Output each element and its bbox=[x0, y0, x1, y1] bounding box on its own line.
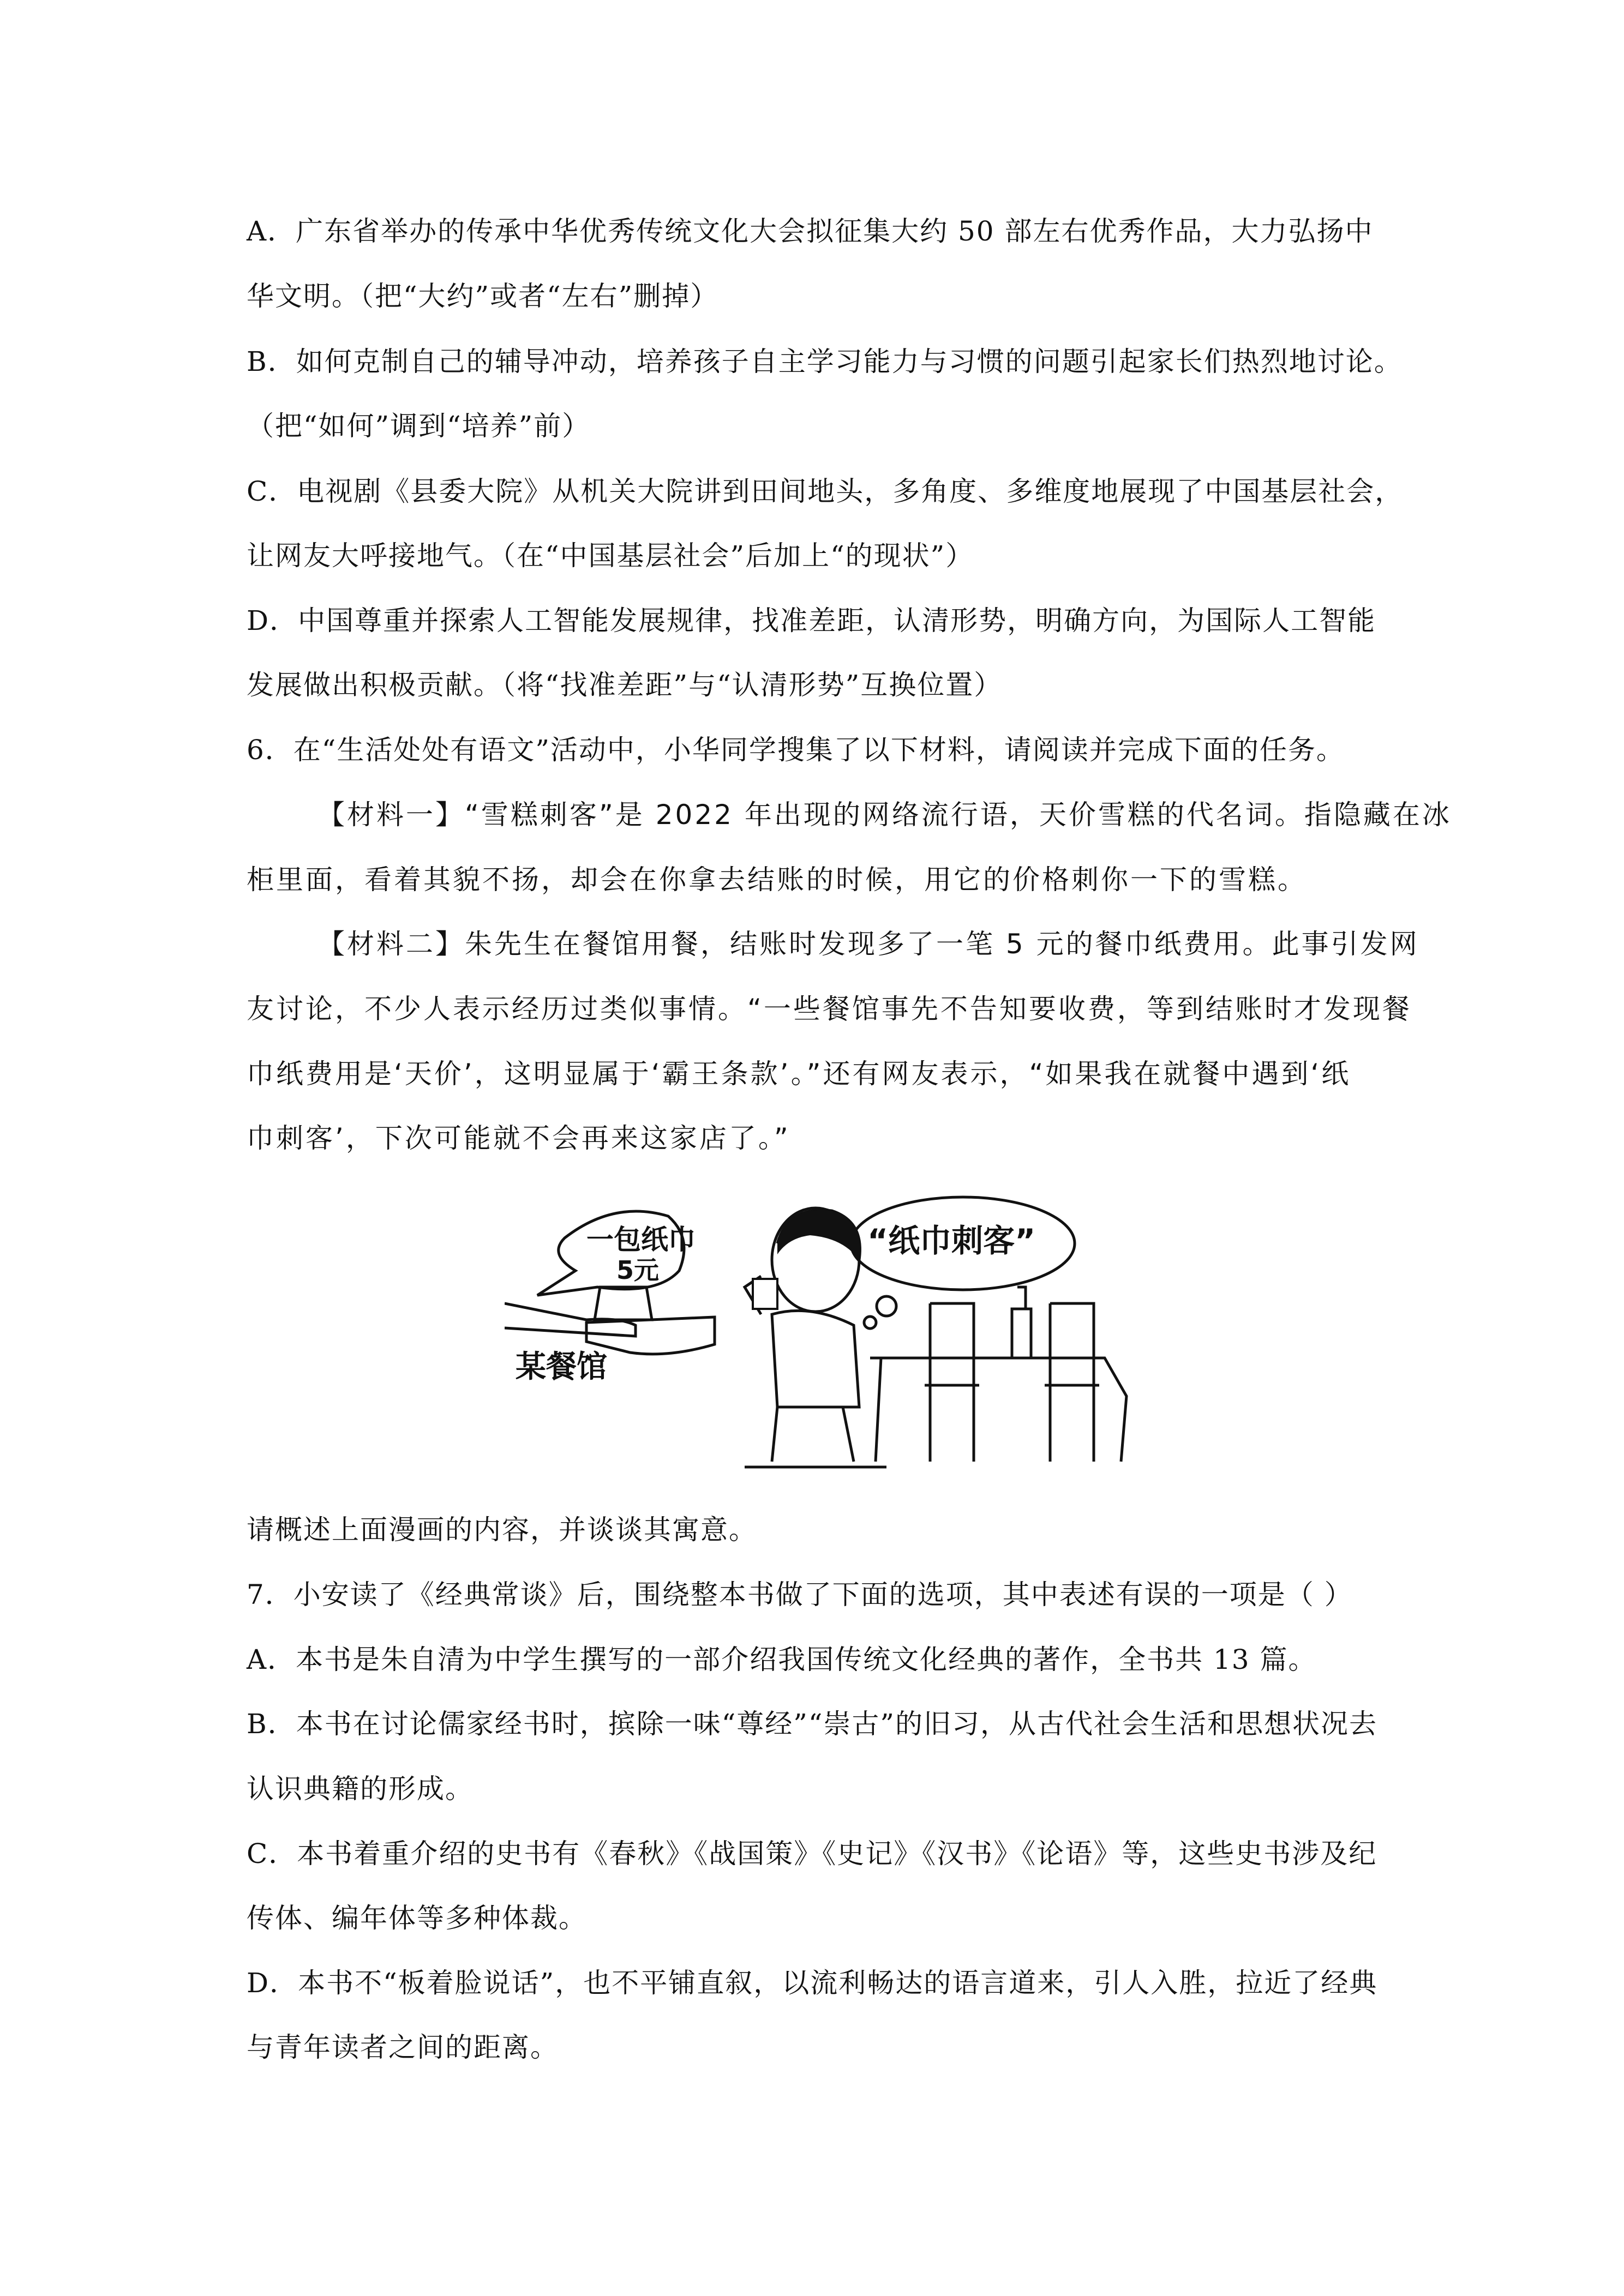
q5-option-c-line2: 让网友大呼接地气。（在“中国基层社会”后加上“的现状”） bbox=[247, 540, 974, 572]
q7-option-c-line2: 传体、编年体等多种体裁。 bbox=[247, 1902, 587, 1934]
bubble-left-line2: 5元 bbox=[616, 1255, 660, 1285]
q7-option-d-line2: 与青年读者之间的距离。 bbox=[247, 2031, 559, 2063]
q7-option-b-line2: 认识典籍的形成。 bbox=[247, 1773, 474, 1805]
q5-option-b-line2: （把“如何”调到“培养”前） bbox=[247, 410, 591, 442]
person-body bbox=[772, 1311, 859, 1407]
q5-option-d-line2: 发展做出积极贡献。（将“找准差距”与“认清形势”互换位置） bbox=[247, 669, 1003, 701]
bill-card bbox=[753, 1279, 777, 1309]
q6-material2-line2: 友讨论，不少人表示经历过类似事情。“一些餐馆事先不告知要收费，等到结账时才发现餐 bbox=[247, 993, 1412, 1025]
q6-material1-line1: 【材料一】“雪糕刺客”是 2022 年出现的网络流行语，天价雪糕的代名词。指隐藏在冰 bbox=[317, 799, 1452, 831]
table bbox=[870, 1358, 1126, 1462]
q5-option-b-line1: B．如何克制自己的辅导冲动，培养孩子自主学习能力与习惯的问题引起家长们热烈地讨论。 bbox=[247, 346, 1403, 377]
q7-option-d-line1: D．本书不“板着脸说话”，也不平铺直叙，以流利畅达的语言道来，引人入胜，拉近了经典 bbox=[247, 1967, 1378, 1999]
bubble-right-text: “纸巾刺客” bbox=[867, 1222, 1036, 1259]
bubble-left-line1: 一包纸巾 bbox=[586, 1224, 696, 1255]
q6-material2-line4: 巾刺客’，下次可能就不会再来这家店了。” bbox=[247, 1122, 790, 1154]
q6-task: 请概述上面漫画的内容，并谈谈其寓意。 bbox=[247, 1514, 757, 1546]
bottle bbox=[1012, 1287, 1031, 1358]
q5-option-a-line1: A．广东省举办的传承中华优秀传统文化大会拟征集大约 50 部左右优秀作品，大力弘扬中 bbox=[247, 215, 1374, 247]
q7-stem: 7．小安读了《经典常谈》后，围绕整本书做了下面的选项，其中表述有误的一项是（ ） bbox=[247, 1579, 1353, 1610]
q5-option-d-line1: D．中国尊重并探索人工智能发展规律，找准差距，认清形势，明确方向，为国际人工智能 bbox=[247, 605, 1376, 636]
q7-option-c-line1: C．本书着重介绍的史书有《春秋》《战国策》《史记》《汉书》《论语》等，这些史书涉及纪 bbox=[247, 1838, 1377, 1870]
chair-left bbox=[925, 1303, 979, 1462]
napkin-assassin-cartoon bbox=[505, 1178, 1140, 1472]
restaurant-sign-text: 某餐馆 bbox=[516, 1349, 607, 1385]
q5-option-a-line2: 华文明。（把“大约”或者“左右”删掉） bbox=[247, 280, 719, 312]
cartoon-illustration bbox=[505, 1178, 1140, 1472]
q7-option-a: A．本书是朱自清为中学生撰写的一部介绍我国传统文化经典的著作，全书共 13 篇。 bbox=[247, 1644, 1317, 1675]
q6-material2-line1: 【材料二】朱先生在餐馆用餐，结账时发现多了一笔 5 元的餐巾纸费用。此事引发网 bbox=[317, 928, 1419, 960]
q5-option-c-line1: C．电视剧《县委大院》从机关大院讲到田间地头，多角度、多维度地展现了中国基层社会， bbox=[247, 476, 1404, 507]
q6-stem: 6．在“生活处处有语文”活动中，小华同学搜集了以下材料，请阅读并完成下面的任务。 bbox=[247, 734, 1345, 766]
q7-option-b-line1: B．本书在讨论儒家经书时，摈除一味“尊经”“崇古”的旧习，从古代社会生活和思想状况去 bbox=[247, 1708, 1377, 1740]
chair-right bbox=[1045, 1303, 1099, 1462]
q6-material1-line2: 柜里面，看着其貌不扬，却会在你拿去结账的时候，用它的价格刺你一下的雪糕。 bbox=[247, 864, 1307, 895]
q6-material2-line3: 巾纸费用是‘天价’，这明显属于‘霸王条款’。”还有网友表示，“如果我在就餐中遇到‘纸 bbox=[247, 1058, 1351, 1090]
